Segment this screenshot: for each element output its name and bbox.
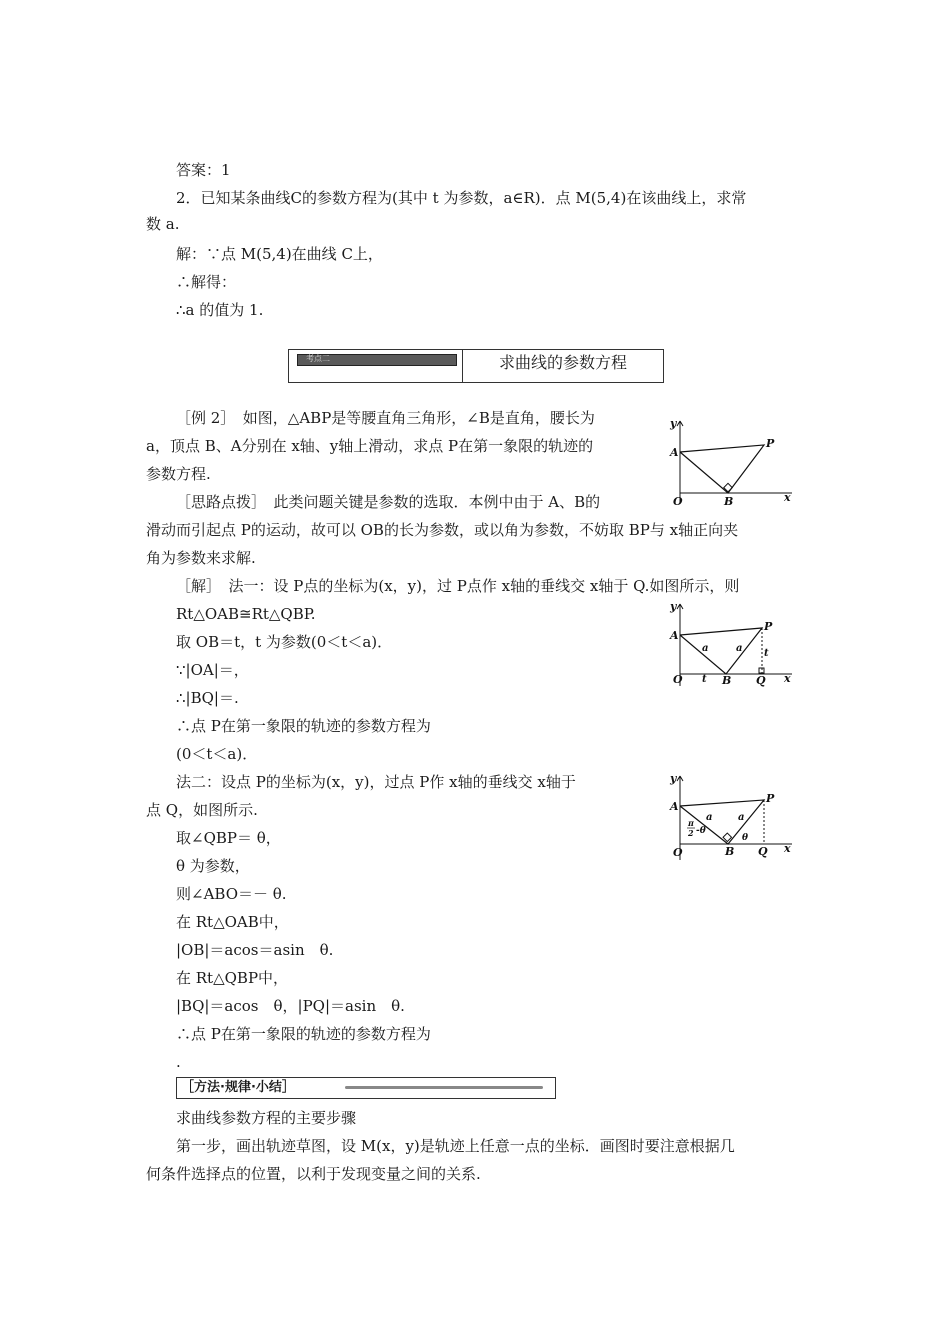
step1-line-2: 何条件选择点的位置，以利于发现变量之间的关系.	[146, 1165, 481, 1183]
svg-text:a: a	[738, 812, 745, 823]
fig1-label-y: y	[670, 417, 677, 430]
svg-text:O: O	[673, 673, 683, 686]
svg-text:t: t	[702, 674, 707, 685]
answer-line: 答案：1	[176, 161, 231, 179]
hint-line-3: 角为参数来求解.	[146, 549, 256, 567]
fig3-label-pi: π	[688, 818, 694, 828]
fig3-label-minus-theta: -θ	[696, 826, 706, 836]
svg-text:t: t	[764, 648, 769, 659]
svg-text:x: x	[784, 672, 791, 685]
svg-text:P: P	[766, 792, 775, 805]
svg-text:B: B	[722, 674, 732, 687]
svg-text:y: y	[670, 600, 677, 613]
method2-line-4: θ 为参数，	[176, 857, 250, 875]
hint-line-2: 滑动而引起点 P的运动，故可以 OB的长为参数，或以角为参数，不妨取 BP与 x轴正向夹	[146, 521, 739, 539]
method1-line-5: ∴|BQ|＝.	[176, 689, 239, 707]
method2-line-1: 法二：设点 P的坐标为(x，y)，过点 P作 x轴的垂线交 x轴于	[176, 773, 576, 791]
method1-line-7: (0＜t＜a)．	[176, 745, 258, 763]
svg-text:a: a	[736, 643, 743, 654]
method2-line-9: |BQ|＝acos θ，|PQ|＝asin θ.	[176, 997, 405, 1015]
fig1-label-x: x	[784, 491, 791, 504]
method-banner: ［方法·规律·小结］	[176, 1077, 556, 1099]
hint-line-1: ［思路点拨］ 此类问题关键是参数的选取．本例中由于 A、B的	[176, 493, 601, 511]
figure-2-triangle	[668, 598, 798, 690]
svg-text:x: x	[784, 842, 791, 855]
solution-line-3: ∴a 的值为 1.	[176, 301, 264, 319]
fig3-label-two: 2	[688, 828, 694, 838]
method1-line-6: ∴点 P在第一象限的轨迹的参数方程为	[176, 717, 431, 735]
svg-text:a: a	[702, 643, 709, 654]
svg-text:A: A	[670, 629, 679, 642]
solution-line-2: ∴解得：	[176, 273, 237, 291]
fig1-label-P: P	[766, 437, 775, 450]
section-title: 求曲线的参数方程	[498, 353, 627, 372]
section-tag: 考点二	[297, 354, 457, 366]
svg-text:O: O	[673, 846, 683, 859]
solution-line-1: 解：∵点 M(5,4)在曲线 C上，	[176, 245, 383, 263]
svg-text:A: A	[670, 800, 679, 813]
steps-title: 求曲线参数方程的主要步骤	[176, 1109, 357, 1127]
svg-text:a: a	[706, 812, 713, 823]
question-2-line-2: 数 a.	[146, 215, 180, 233]
svg-text:Q: Q	[758, 845, 768, 858]
method2-line-7: |OB|＝acos＝asin θ.	[176, 941, 334, 959]
section-header	[288, 349, 664, 383]
example-2-line-1: ［例 2］ 如图，△ABP是等腰直角三角形，∠B是直角，腰长为	[176, 409, 595, 427]
method2-line-2: 点 Q，如图所示.	[146, 801, 258, 819]
example-2-line-2: a，顶点 B、A分别在 x轴、y轴上滑动，求点 P在第一象限的轨迹的	[146, 437, 594, 455]
method2-line-10: ∴点 P在第一象限的轨迹的参数方程为	[176, 1025, 431, 1043]
method1-line-4: ∵|OA|＝，	[176, 661, 249, 679]
figure-3-triangle	[668, 770, 798, 862]
example-2-line-3: 参数方程.	[146, 465, 211, 483]
fig1-label-B: B	[724, 495, 734, 507]
method2-line-3: 取∠QBP＝ θ，	[176, 829, 281, 847]
fig1-label-A: A	[670, 446, 679, 459]
question-2-line-1: 2．已知某条曲线C的参数方程为(其中 t 为参数，a∈R)．点 M(5,4)在该曲线上，求常	[176, 189, 747, 207]
method1-line-1: ［解］ 法一：设 P点的坐标为(x，y)，过 P点作 x轴的垂线交 x轴于 Q.如图所示，则	[176, 577, 740, 595]
method1-line-2: Rt△OAB≅Rt△QBP.	[176, 605, 316, 623]
fig1-label-O: O	[673, 495, 683, 507]
figure-1-triangle	[668, 415, 798, 507]
svg-text:B: B	[725, 845, 735, 858]
fig3-label-theta: θ	[742, 833, 749, 843]
svg-text:Q: Q	[756, 674, 766, 687]
method2-line-5: 则∠ABO＝－ θ.	[176, 885, 287, 903]
method2-line-11: .	[176, 1053, 181, 1071]
svg-text:P: P	[764, 620, 773, 633]
svg-text:y: y	[670, 772, 677, 785]
step1-line-1: 第一步，画出轨迹草图，设 M(x，y)是轨迹上任意一点的坐标．画图时要注意根据几	[176, 1137, 735, 1155]
method1-line-3: 取 OB＝t，t 为参数(0＜t＜a)．	[176, 633, 393, 651]
method2-line-8: 在 Rt△QBP中，	[176, 969, 289, 987]
method2-line-6: 在 Rt△OAB中，	[176, 913, 289, 931]
